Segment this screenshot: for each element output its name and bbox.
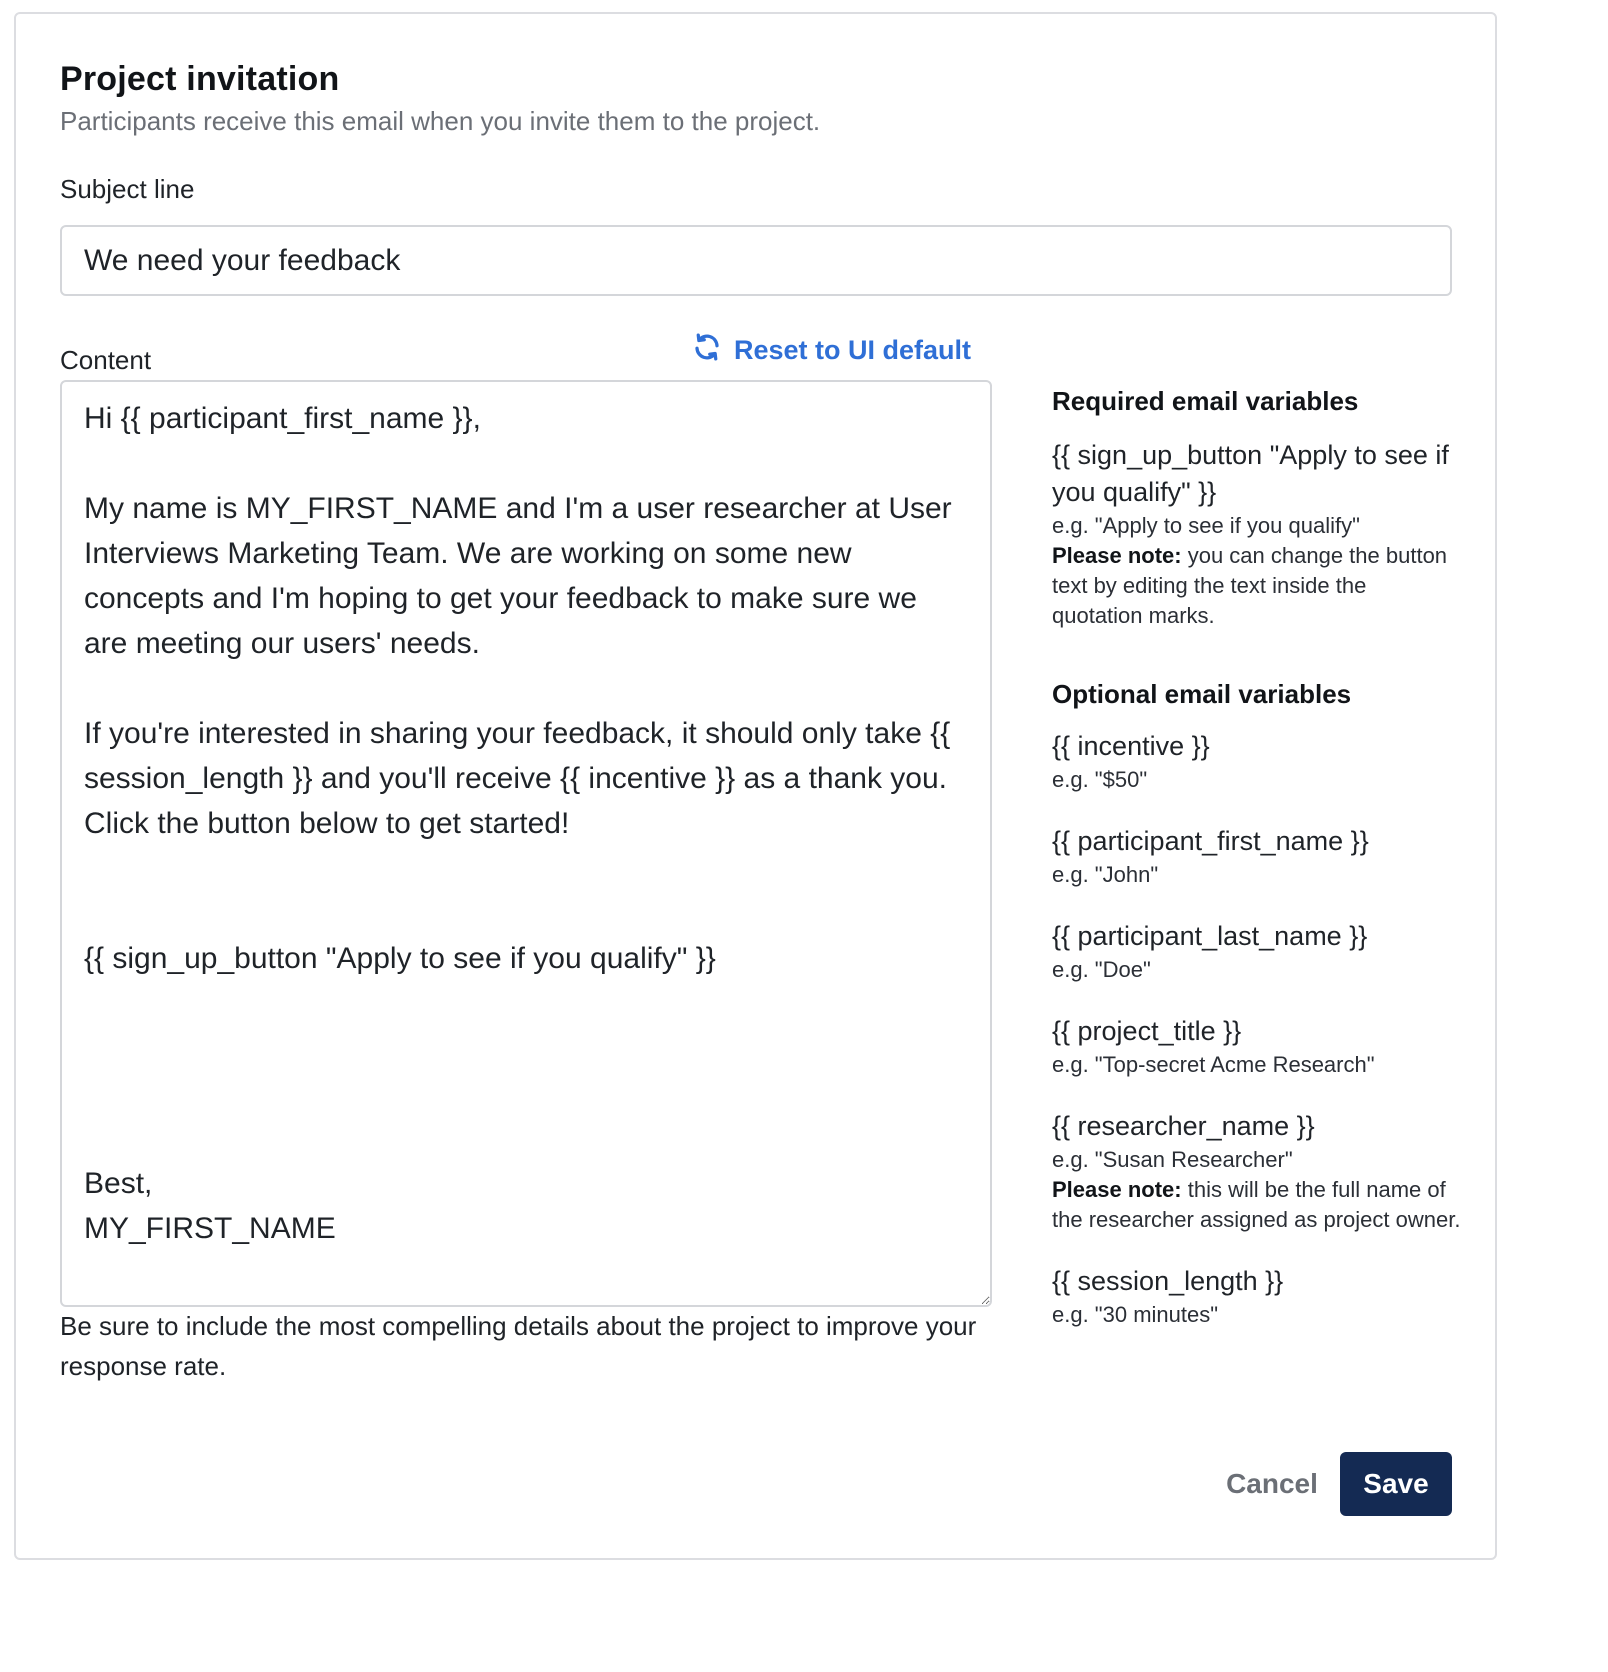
note-label: Please note: [1052,543,1182,568]
var-note [1052,541,1462,631]
optional-var-item [1052,823,1462,890]
content-label: Content [60,345,152,375]
optional-var-item [1052,1013,1462,1080]
content-helper-text: Be sure to include the most compelling details about the project to improve your response rate. [60,1311,977,1381]
var-note [1052,1175,1462,1235]
var-example: e.g. "John" [1052,862,1159,887]
note-label: Please note: [1052,1177,1182,1202]
var-example: e.g. "$50" [1052,767,1148,792]
subject-label: Subject line [60,174,195,204]
var-name: {{ sign_up_button "Apply to see if you qualify" }} [1052,440,1449,507]
var-name: {{ researcher_name }} [1052,1111,1315,1141]
reset-link-label: Reset to UI default [734,334,972,365]
var-name: {{ incentive }} [1052,731,1210,761]
var-example: e.g. "Susan Researcher" [1052,1147,1293,1172]
optional-var-item [1052,1263,1462,1330]
var-example: e.g. "Top-secret Acme Research" [1052,1052,1375,1077]
note-text: this will be the full name of the researcher assigned as project owner. [1052,1177,1461,1232]
var-name: {{ project_title }} [1052,1016,1242,1046]
refresh-icon [692,332,722,369]
cancel-button[interactable]: Cancel [1214,1452,1330,1516]
page-subtitle: Participants receive this email when you invite them to the project. [60,106,821,136]
save-button[interactable]: Save [1340,1452,1452,1516]
var-example: e.g. "30 minutes" [1052,1302,1219,1327]
var-name: {{ participant_first_name }} [1052,826,1369,856]
reset-to-default-link[interactable] [692,330,971,370]
content-textarea[interactable] [60,380,992,1307]
page-title: Project invitation [60,60,340,98]
optional-var-item [1052,918,1462,985]
note-text: you can change the button text by editing the text inside the quotation marks. [1052,543,1448,628]
optional-vars-heading: Optional email variables [1052,679,1352,709]
var-example: e.g. "Doe" [1052,957,1151,982]
var-name: {{ session_length }} [1052,1266,1284,1296]
required-var-item [1052,437,1462,631]
variables-sidebar [1052,386,1462,1330]
required-vars-heading: Required email variables [1052,386,1359,416]
optional-var-item [1052,728,1462,795]
subject-input[interactable] [60,225,1452,296]
optional-var-item [1052,1108,1462,1235]
var-name: {{ participant_last_name }} [1052,921,1368,951]
var-example: e.g. "Apply to see if you qualify" [1052,513,1360,538]
